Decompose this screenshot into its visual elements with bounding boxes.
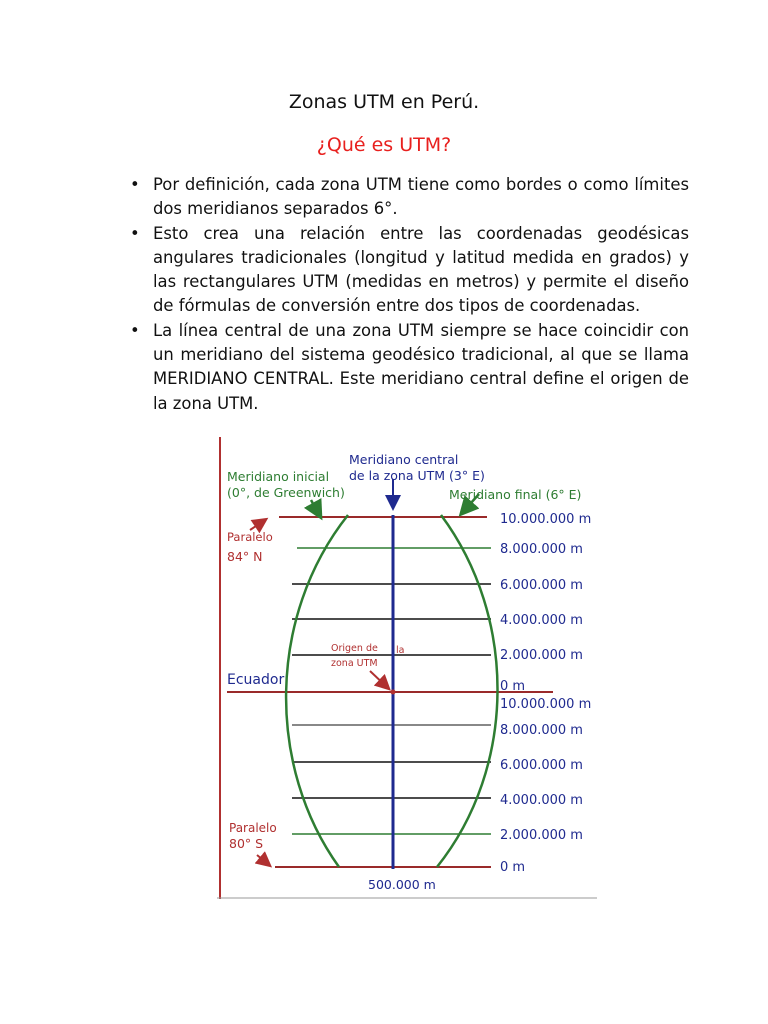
northing-label: 10.000.000 m: [500, 697, 592, 712]
origin-label-line1b: la: [396, 645, 405, 656]
northing-label: 8.000.000 m: [500, 542, 583, 557]
bullet-text: Esto crea una relación entre las coordenadas geodésicas angulares tradicionales (longitud y latitud medida en grados) y las rectangulares UTM (medidas en metros) y permite el diseño de fórmulas de conversión entre dos tipos de coordenadas.: [153, 223, 689, 316]
central-meridian-label-line2: de la zona UTM (3° E): [349, 468, 485, 483]
initial-meridian-arrow: [311, 500, 320, 516]
equator-label: Ecuador: [227, 672, 285, 688]
northing-label: 10.000.000 m: [500, 512, 592, 527]
bullet-list: [125, 173, 689, 416]
origin-label-line1: Origen de: [331, 643, 378, 654]
list-item: [125, 222, 689, 319]
northing-label: 6.000.000 m: [500, 758, 583, 773]
northing-label: 2.000.000 m: [500, 828, 583, 843]
bullet-dot: •: [130, 223, 140, 243]
utm-zone-figure: [217, 437, 597, 899]
northing-label: 6.000.000 m: [500, 578, 583, 593]
parallel-south-label-line2: 80° S: [229, 836, 264, 851]
northing-label: 4.000.000 m: [500, 613, 583, 628]
parallel-south-label-line1: Paralelo: [229, 821, 277, 835]
easting-label: 500.000 m: [368, 877, 436, 892]
central-meridian-label-line1: Meridiano central: [349, 452, 459, 467]
parallel-south-arrow: [257, 855, 269, 865]
parallel-north-label-line1: Paralelo: [227, 530, 273, 544]
northing-label: 8.000.000 m: [500, 723, 583, 738]
northing-label: 2.000.000 m: [500, 648, 583, 663]
northing-label: 0 m: [500, 860, 526, 875]
northing-label: 4.000.000 m: [500, 793, 583, 808]
final-meridian-label: Meridiano final (6° E): [449, 487, 582, 502]
bullet-dot: •: [130, 320, 140, 340]
bullet-text: Por definición, cada zona UTM tiene como bordes o como límites dos meridianos separados 6°.: [153, 175, 689, 219]
origin-point: [391, 690, 396, 695]
origin-arrow: [370, 671, 388, 688]
parallel-north-label-line2: 84° N: [227, 549, 263, 564]
northing-label: 0 m: [500, 679, 526, 694]
origin-label-line2: zona UTM: [331, 658, 378, 669]
parallel-north-arrow: [250, 520, 265, 530]
page-subtitle: ¿Qué es UTM?: [316, 134, 452, 156]
initial-meridian-label-line2: (0°, de Greenwich): [227, 485, 345, 500]
bullet-dot: •: [130, 175, 140, 194]
bullet-text: La línea central de una zona UTM siempre se hace coincidir con un meridiano del sistema geodésico tradicional, al que se llama MERIDIANO CENTRAL. Este meridiano central define el origen de la zona UTM.: [153, 320, 689, 413]
initial-meridian-label-line1: Meridiano inicial: [227, 469, 330, 484]
list-item: [125, 173, 689, 222]
utm-zone-diagram: [217, 437, 597, 899]
list-item: [125, 319, 689, 416]
page-title: Zonas UTM en Perú.: [288, 91, 480, 113]
